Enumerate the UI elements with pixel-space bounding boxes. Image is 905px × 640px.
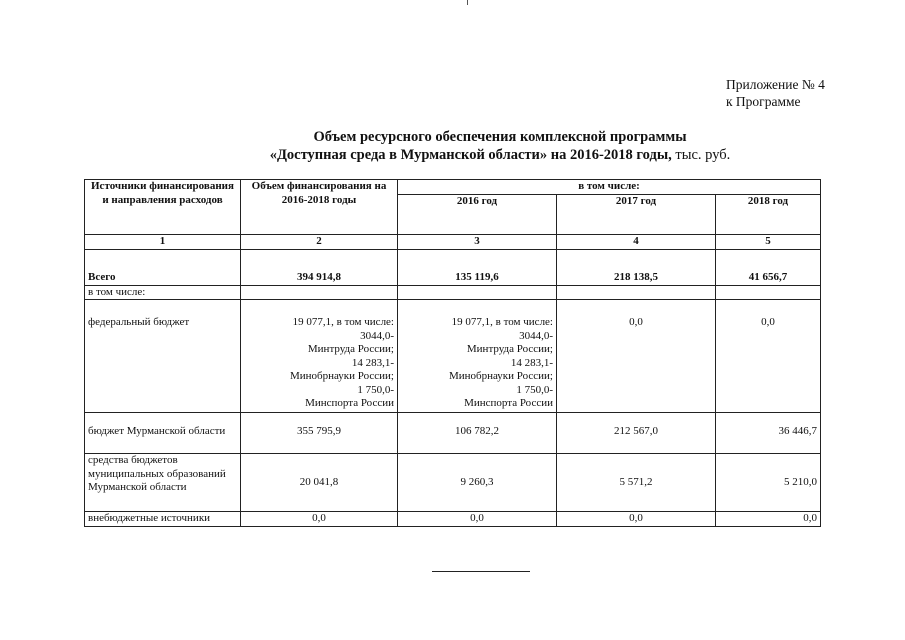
federal-total-line: Минспорта России [305, 397, 394, 409]
extrabudget-2017: 0,0 [557, 512, 716, 527]
header-total: Объем финансирования на 2016-2018 годы [241, 180, 398, 235]
header-2016: 2016 год [398, 195, 557, 235]
col-number: 1 [85, 235, 241, 250]
extrabudget-row [85, 512, 821, 527]
regional-2018: 36 446,7 [716, 413, 821, 454]
header-including: в том числе: [398, 180, 821, 195]
title-unit: тыс. руб. [675, 147, 731, 163]
appendix-line-1: Приложение № 4 [726, 77, 825, 92]
extrabudget-label: внебюджетные источники [85, 512, 241, 527]
empty-cell [398, 285, 557, 300]
total-label: Всего [85, 249, 241, 285]
including-label: в том числе: [85, 285, 241, 300]
document-title [150, 128, 850, 164]
federal-2017: 0,0 [557, 300, 716, 413]
federal-2016-line: 1 750,0- [516, 383, 553, 396]
column-number-row [85, 235, 821, 250]
col-number: 4 [557, 235, 716, 250]
extrabudget-2016: 0,0 [398, 512, 557, 527]
empty-cell [241, 285, 398, 300]
regional-2017: 212 567,0 [557, 413, 716, 454]
federal-2016-line: Минспорта России [464, 397, 553, 409]
federal-total-line: 19 077,1, в том числе: [292, 316, 394, 328]
total-all-years: 394 914,8 [241, 249, 398, 285]
municipal-2018: 5 210,0 [716, 454, 821, 512]
federal-label: федеральный бюджет [85, 300, 241, 413]
header-row [85, 180, 821, 195]
federal-2016-line: Минтруда России; [466, 343, 553, 355]
scan-mark [467, 0, 468, 5]
regional-2016: 106 782,2 [398, 413, 557, 454]
regional-row [85, 413, 821, 454]
municipal-2017: 5 571,2 [557, 454, 716, 512]
empty-cell [716, 285, 821, 300]
closing-rule [432, 571, 530, 572]
col-number: 3 [398, 235, 557, 250]
total-2018: 41 656,7 [716, 249, 821, 285]
federal-2016-line: 14 283,1- [510, 356, 553, 369]
including-row [85, 285, 821, 300]
header-2017: 2017 год [557, 195, 716, 235]
regional-total: 355 795,9 [241, 413, 398, 454]
header-sources: Источники финансирования и направления расходов [85, 180, 241, 235]
title-line-1: Объем ресурсного обеспечения комплексной программы [313, 129, 687, 145]
extrabudget-total: 0,0 [241, 512, 398, 527]
federal-2016-line: 19 077,1, в том числе: [451, 316, 553, 328]
regional-label: бюджет Мурманской области [85, 413, 241, 454]
federal-row [85, 300, 821, 413]
appendix-note [726, 76, 825, 110]
municipal-2016: 9 260,3 [398, 454, 557, 512]
municipal-total: 20 041,8 [241, 454, 398, 512]
title-line-2 [150, 146, 850, 164]
col-number: 5 [716, 235, 821, 250]
federal-total-line: Минобрнауки России; [289, 370, 394, 382]
municipal-row [85, 454, 821, 512]
col-number: 2 [241, 235, 398, 250]
federal-2018: 0,0 [716, 300, 821, 413]
federal-2016 [398, 300, 557, 413]
appendix-line-2: к Программе [726, 94, 801, 109]
federal-total-line: Минтруда России; [307, 343, 394, 355]
header-2018: 2018 год [716, 195, 821, 235]
federal-total-line: 1 750,0- [357, 383, 394, 396]
federal-total-line: 14 283,1- [351, 356, 394, 369]
federal-total-line: 3044,0- [360, 329, 394, 342]
total-row [85, 249, 821, 285]
extrabudget-2018: 0,0 [716, 512, 821, 527]
federal-2016-line: Минобрнауки России; [448, 370, 553, 382]
funding-table [84, 179, 821, 527]
municipal-label: средства бюджетов муниципальных образований Мурманской области [85, 454, 241, 512]
federal-2016-line: 3044,0- [519, 329, 553, 342]
total-2016: 135 119,6 [398, 249, 557, 285]
total-2017: 218 138,5 [557, 249, 716, 285]
federal-total [241, 300, 398, 413]
empty-cell [557, 285, 716, 300]
title-line-2-text: «Доступная среда в Мурманской области» на 2016-2018 годы, [269, 147, 672, 163]
